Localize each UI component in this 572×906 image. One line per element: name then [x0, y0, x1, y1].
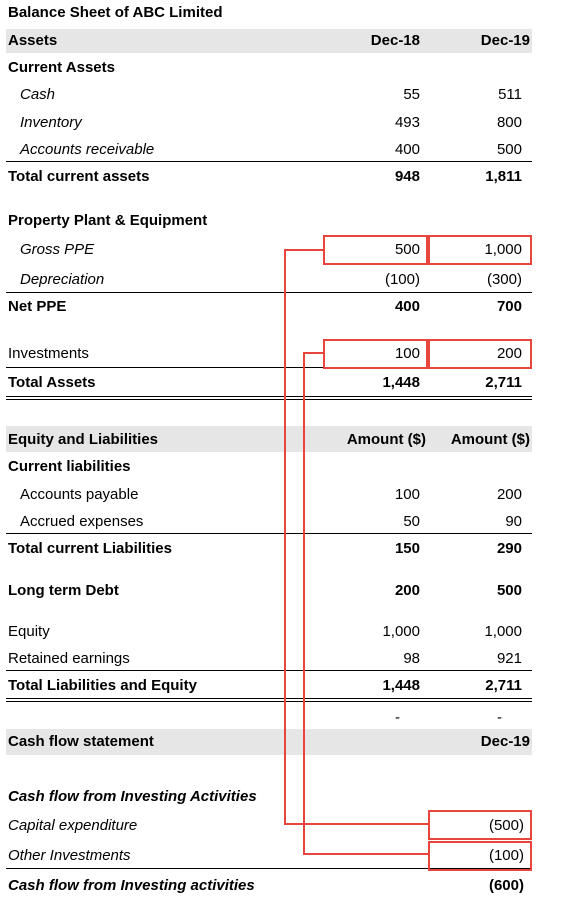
check-dec19: - — [497, 709, 502, 726]
total-assets-dec18: 1,448 — [382, 374, 420, 391]
connector-investments-vertical — [303, 352, 305, 855]
total-assets-label: Total Assets — [8, 374, 96, 391]
depreciation-dec19: (300) — [486, 271, 522, 288]
total-current-assets-dec19: 1,811 — [485, 168, 522, 185]
gross-ppe-dec19: 1,000 — [484, 241, 522, 258]
net-ppe-dec19: 700 — [496, 298, 522, 315]
other-investments-label: Other Investments — [8, 847, 131, 864]
total-le-label: Total Liabilities and Equity — [8, 677, 197, 694]
highlight-capex-dec19 — [428, 810, 532, 840]
long-term-debt-dec18: 200 — [394, 582, 420, 599]
highlight-gross-ppe-dec19 — [428, 235, 532, 265]
accrued-expenses-dec19: 90 — [505, 513, 522, 530]
total-current-liabilities-label: Total current Liabilities — [8, 540, 172, 557]
equity-dec18: 1,000 — [382, 623, 420, 640]
inventory-dec19: 800 — [496, 114, 522, 131]
double-rule-total-le-2 — [6, 701, 532, 702]
total-current-assets-label: Total current assets — [8, 168, 150, 185]
col-header-dec19: Dec-19 — [480, 32, 530, 49]
capex-dec19: (500) — [488, 817, 524, 834]
double-rule-total-le-1 — [6, 698, 532, 699]
sheet-title: Balance Sheet of ABC Limited — [8, 4, 223, 21]
current-liabilities-heading: Current liabilities — [8, 458, 131, 475]
cfi-total-label: Cash flow from Investing activities — [8, 877, 255, 894]
accounts-payable-dec19: 200 — [496, 486, 522, 503]
inventory-label: Inventory — [20, 114, 82, 131]
cfi-total-dec19: (600) — [488, 877, 524, 894]
highlight-investments-dec19 — [428, 339, 532, 369]
retained-earnings-label: Retained earnings — [8, 650, 130, 667]
equity-col-header-1: Amount ($) — [346, 431, 426, 448]
equity-label: Equity — [8, 623, 50, 640]
other-investments-dec19: (100) — [488, 847, 524, 864]
receivables-label: Accounts receivable — [20, 141, 155, 158]
equity-header-label: Equity and Liabilities — [8, 431, 159, 448]
cash-dec19: 511 — [498, 86, 522, 103]
equity-dec19: 1,000 — [484, 623, 522, 640]
long-term-debt-dec19: 500 — [496, 582, 522, 599]
rule-ppe — [6, 292, 532, 293]
connector-capex-vertical — [284, 249, 286, 825]
total-current-assets-dec18: 948 — [394, 168, 420, 185]
check-dec18: - — [395, 709, 400, 726]
connector-investments-bottom — [303, 853, 429, 855]
total-current-liabilities-dec19: 290 — [496, 540, 522, 557]
current-assets-heading: Current Assets — [8, 59, 115, 76]
total-le-dec19: 2,711 — [485, 677, 522, 694]
cash-dec18: 55 — [403, 86, 420, 103]
rule-current-liabilities — [6, 533, 532, 534]
receivables-dec18: 400 — [394, 141, 420, 158]
capex-label: Capital expenditure — [8, 817, 138, 834]
investments-dec18: 100 — [394, 345, 420, 362]
accounts-payable-dec18: 100 — [394, 486, 420, 503]
connector-capex-bottom — [284, 823, 429, 825]
assets-header-label: Assets — [8, 32, 58, 49]
rule-current-assets — [6, 161, 532, 162]
net-ppe-label: Net PPE — [8, 298, 67, 315]
long-term-debt-label: Long term Debt — [8, 582, 119, 599]
accounts-payable-label: Accounts payable — [20, 486, 139, 503]
cash-label: Cash — [20, 86, 56, 103]
accrued-expenses-label: Accrued expenses — [20, 513, 144, 530]
equity-col-header-2: Amount ($) — [450, 431, 530, 448]
accrued-expenses-dec18: 50 — [403, 513, 420, 530]
connector-capex-top — [284, 249, 324, 251]
depreciation-dec18: (100) — [384, 271, 420, 288]
retained-earnings-dec19: 921 — [496, 650, 522, 667]
ppe-heading: Property Plant & Equipment — [8, 212, 208, 229]
cfs-col-header-dec19: Dec-19 — [480, 733, 530, 750]
col-header-dec18: Dec-18 — [370, 32, 420, 49]
highlight-investments-dec18 — [323, 339, 428, 369]
double-rule-total-assets-1 — [6, 396, 532, 397]
rule-equity — [6, 670, 532, 671]
total-le-dec18: 1,448 — [382, 677, 420, 694]
cfs-header-label: Cash flow statement — [8, 733, 154, 750]
total-current-liabilities-dec18: 150 — [394, 540, 420, 557]
net-ppe-dec18: 400 — [394, 298, 420, 315]
inventory-dec18: 493 — [394, 114, 420, 131]
highlight-gross-ppe-dec18 — [323, 235, 428, 265]
retained-earnings-dec18: 98 — [403, 650, 420, 667]
gross-ppe-dec18: 500 — [394, 241, 420, 258]
investments-dec19: 200 — [496, 345, 522, 362]
cfi-heading: Cash flow from Investing Activities — [8, 788, 257, 805]
highlight-other-investments-dec19 — [428, 841, 532, 871]
total-assets-dec19: 2,711 — [485, 374, 522, 391]
depreciation-label: Depreciation — [20, 271, 105, 288]
double-rule-total-assets-2 — [6, 399, 532, 400]
investments-label: Investments — [8, 345, 89, 362]
gross-ppe-label: Gross PPE — [20, 241, 95, 258]
receivables-dec19: 500 — [496, 141, 522, 158]
connector-investments-top — [303, 352, 324, 354]
